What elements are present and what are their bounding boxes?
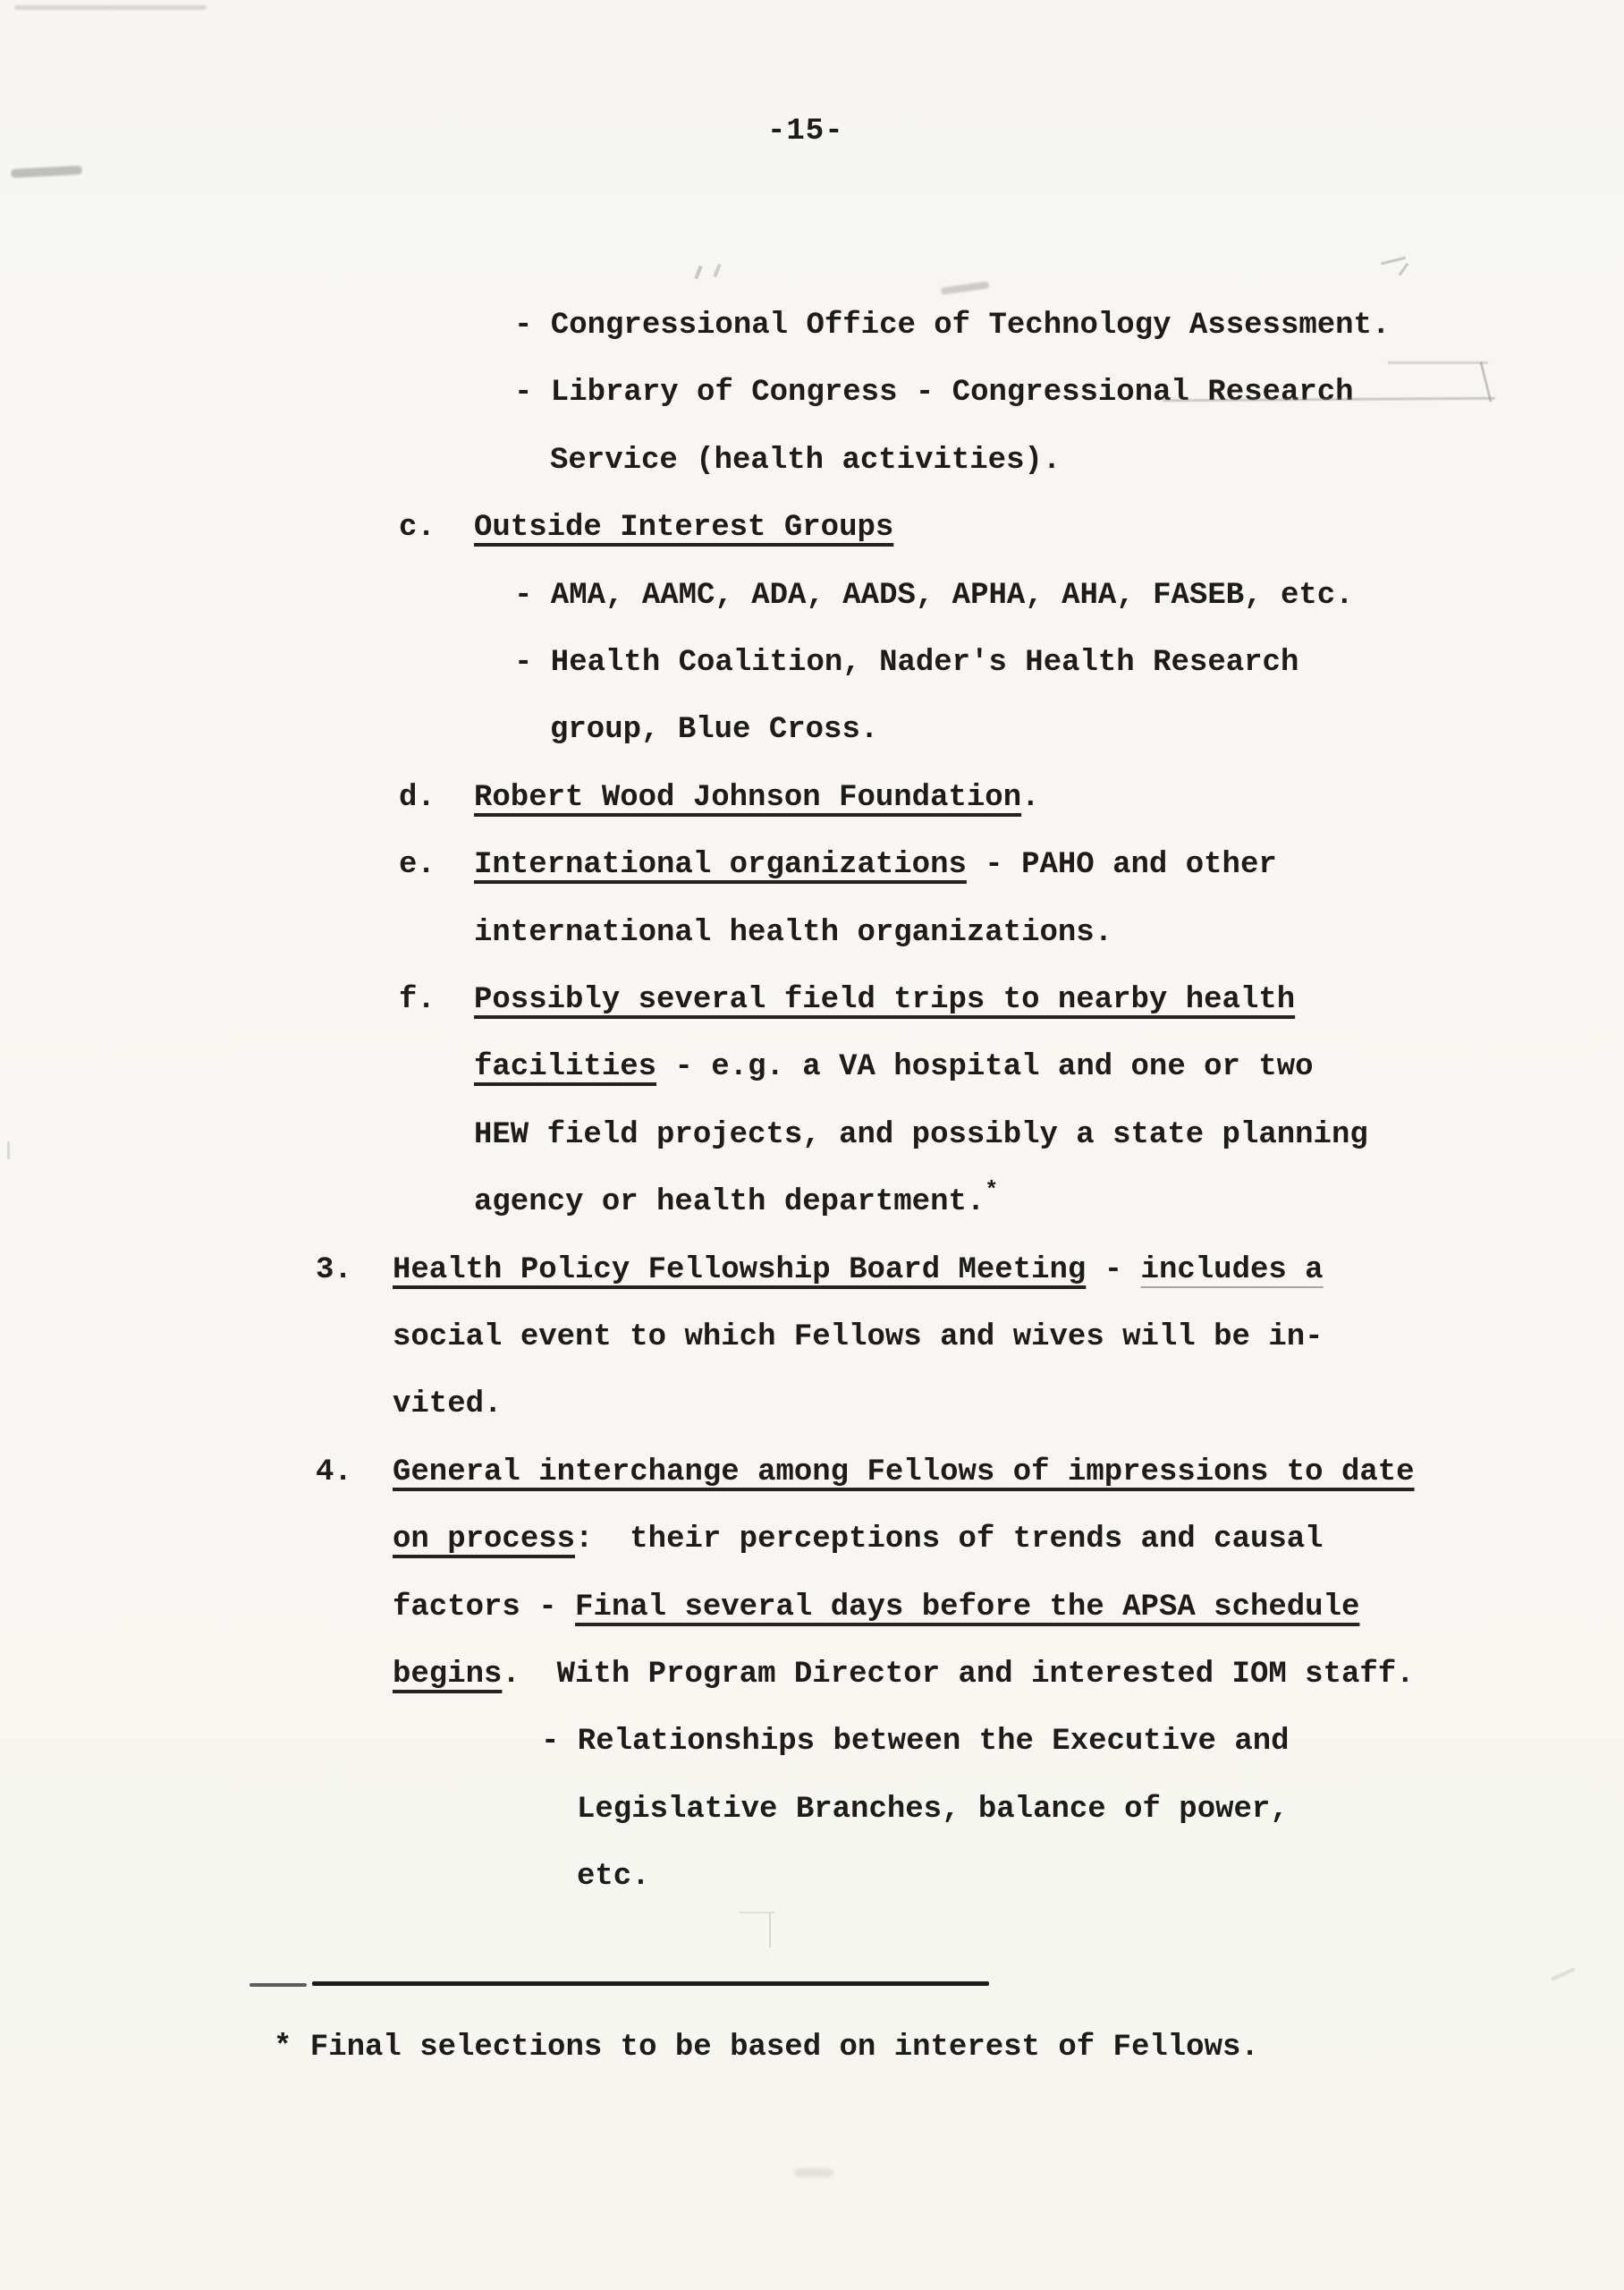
line-text: - Congressional Office of Technology Assessment. xyxy=(514,309,1391,343)
pencil-mark xyxy=(713,264,721,277)
line-text: - Relationships between the Executive and xyxy=(541,1725,1290,1759)
line-text: General interchange among Fellows of impressions to date xyxy=(393,1455,1415,1489)
text-line xyxy=(0,1793,1624,1861)
item-label: d. xyxy=(399,781,436,815)
text-line xyxy=(0,983,1624,1051)
pencil-mark xyxy=(739,1912,774,1913)
text-line xyxy=(0,579,1624,647)
text-line xyxy=(0,848,1624,916)
text-line xyxy=(0,1658,1624,1726)
item-label: 3. xyxy=(316,1253,352,1287)
line-text: - AMA, AAMC, ADA, AADS, APHA, AHA, FASEB, etc. xyxy=(514,579,1354,613)
text-line xyxy=(0,309,1624,377)
line-text: International organizations - PAHO and other xyxy=(474,848,1277,882)
footnote-separator xyxy=(312,1981,989,1986)
line-text: - Health Coalition, Nader's Health Research xyxy=(514,646,1299,680)
text-line xyxy=(0,511,1624,579)
pencil-mark xyxy=(1399,263,1409,276)
text-line xyxy=(0,1455,1624,1523)
text-line xyxy=(0,781,1624,849)
pencil-mark xyxy=(769,1913,771,1947)
line-text: Robert Wood Johnson Foundation. xyxy=(474,781,1040,815)
scan-smudge xyxy=(941,281,990,294)
item-label: f. xyxy=(399,983,436,1017)
line-text: - Library of Congress - Congressional Research xyxy=(514,376,1354,410)
text-line xyxy=(0,1050,1624,1118)
line-text: on process: their perceptions of trends and causal xyxy=(393,1522,1324,1556)
pencil-mark xyxy=(1388,361,1488,364)
text-line xyxy=(0,1253,1624,1321)
footnote-separator xyxy=(250,1983,307,1987)
text-line xyxy=(0,1387,1624,1455)
text-line xyxy=(0,1522,1624,1590)
line-text: Outside Interest Groups xyxy=(474,511,894,545)
item-label: 4. xyxy=(316,1455,352,1489)
line-text: social event to which Fellows and wives will be in- xyxy=(393,1320,1324,1354)
line-text: Service (health activities). xyxy=(550,444,1062,478)
text-line xyxy=(0,1725,1624,1793)
line-text: begins. With Program Director and interested IOM staff. xyxy=(393,1658,1415,1692)
text-line xyxy=(0,713,1624,781)
scan-smudge xyxy=(1551,1967,1575,1980)
text-line xyxy=(0,1860,1624,1928)
scan-smudge xyxy=(11,165,82,178)
text-line xyxy=(0,916,1624,984)
line-text: vited. xyxy=(393,1387,503,1421)
text-line xyxy=(0,1590,1624,1658)
text-line xyxy=(0,1177,1624,1253)
text-line xyxy=(0,444,1624,512)
line-text: Legislative Branches, balance of power, xyxy=(577,1793,1289,1827)
pencil-mark xyxy=(1381,257,1406,266)
text-line xyxy=(0,646,1624,714)
line-text: factors - Final several days before the APSA schedule xyxy=(393,1590,1360,1624)
page-number: -15- xyxy=(767,114,844,148)
line-text: HEW field projects, and possibly a state planning xyxy=(474,1118,1368,1152)
line-text: group, Blue Cross. xyxy=(550,713,879,747)
scan-smudge xyxy=(14,5,207,10)
line-text: Health Policy Fellowship Board Meeting - includes a xyxy=(393,1253,1324,1287)
scan-smudge xyxy=(794,2168,833,2177)
pencil-mark xyxy=(694,266,702,279)
item-label: e. xyxy=(399,848,436,882)
scan-smudge xyxy=(7,1141,10,1159)
line-text: facilities - e.g. a VA hospital and one or two xyxy=(474,1050,1314,1084)
text-line xyxy=(0,376,1624,444)
footnote: * Final selections to be based on interest of Fellows. xyxy=(274,2031,1259,2065)
line-text: etc. xyxy=(577,1860,650,1894)
line-text: international health organizations. xyxy=(474,916,1113,950)
line-text: Possibly several field trips to nearby health xyxy=(474,983,1296,1017)
text-line xyxy=(0,1320,1624,1388)
item-label: c. xyxy=(399,511,436,545)
text-line xyxy=(0,1118,1624,1186)
line-text: agency or health department.* xyxy=(474,1177,999,1219)
